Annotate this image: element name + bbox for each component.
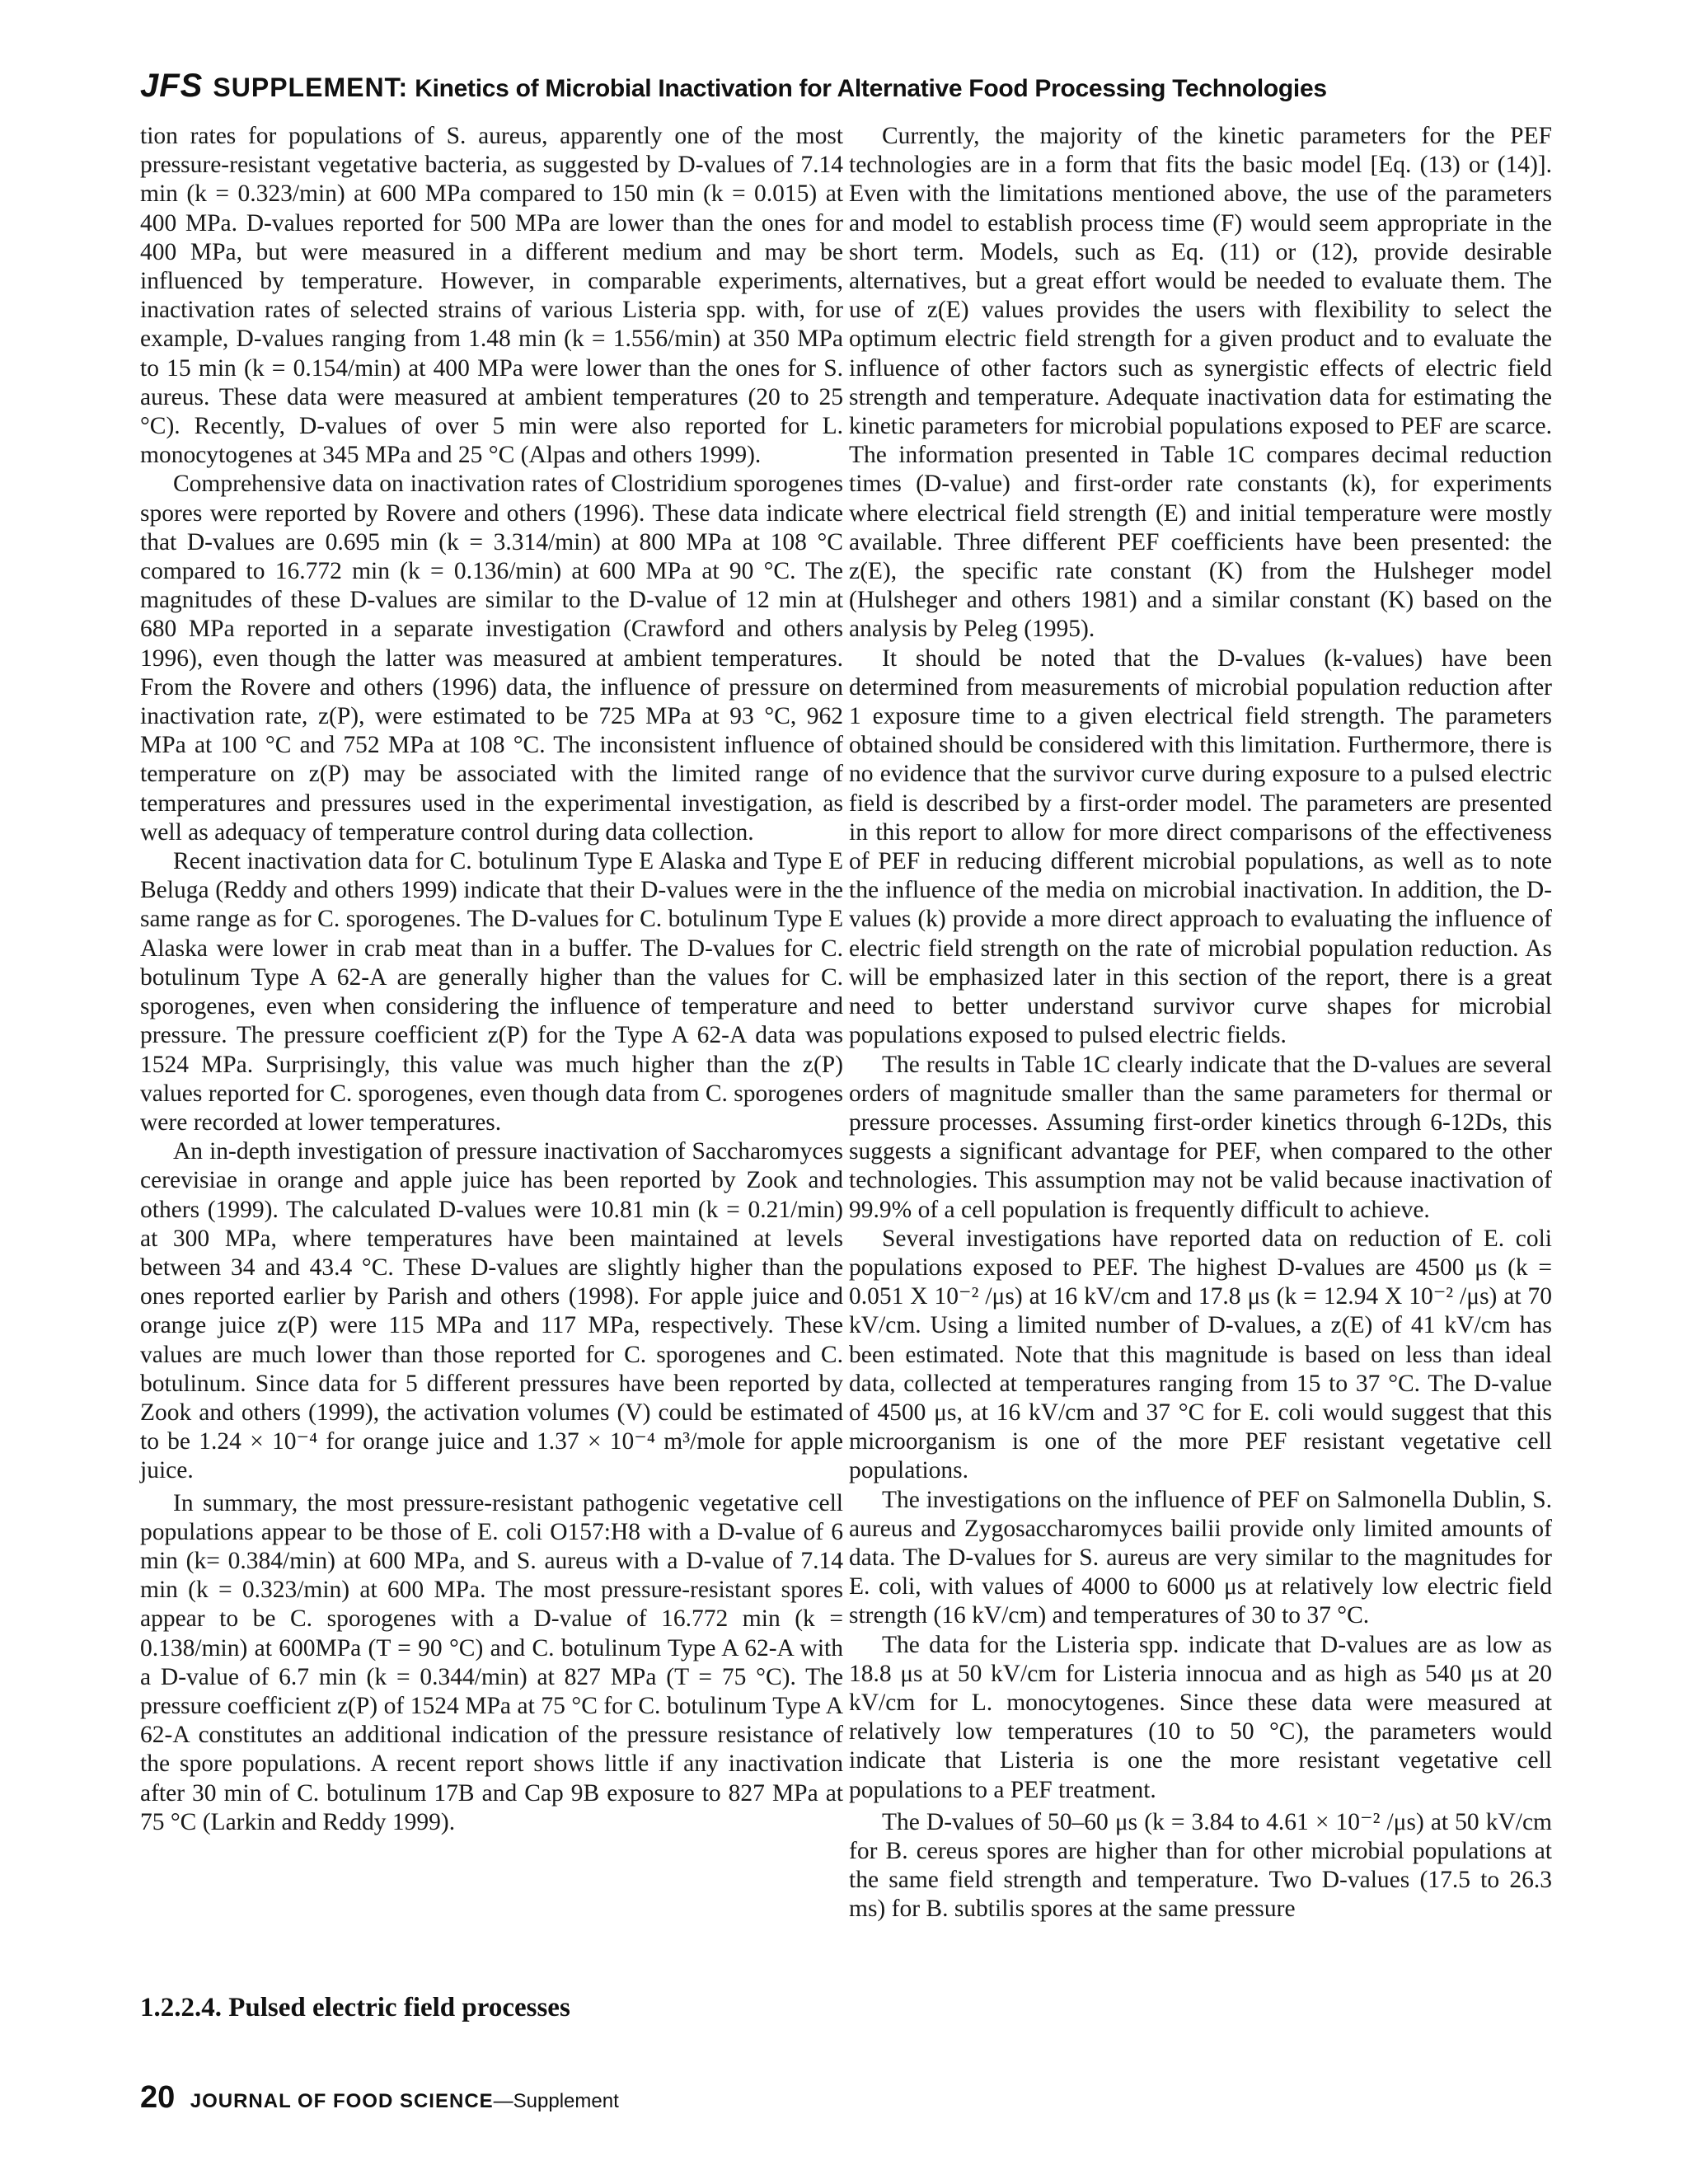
paragraph: Comprehensive data on inactivation rates of Clostridium sporogenes spores were reported by Rovere and others (1996). These data indicate that D-values are 0.695 min (k = 3.314/min) at 800 MPa at 108 °C compared to 16.772 min (k = 0.136/min) at 600 MPa at 90 °C. The magnitudes of these D-values are similar to the D-value of 12 min at 680 MPa reported in a separate investigation (Crawford and others 1996), even though the latter was measured at ambient temperatures. From the Rovere and others (1996) data, the influence of pressure on inactivation rate, z(P), were estimated to be 725 MPa at 93 °C, 962 MPa at 100 °C and 752 MPa at 108 °C. The inconsistent influence of temperature on z(P) may be associated with the limited range of temperatures and pressures used in the experimental investigation, as well as adequacy of temperature control during data collection. [140, 471, 843, 846]
left-column [140, 122, 843, 1837]
paragraph: The D-values of 50–60 μs (k = 3.84 to 4.61 × 10⁻² /μs) at 50 kV/cm for B. cereus spores are higher than for other microbial populations at the same field strength and temperature. Two D-values (17.5 to 26.3 ms) for B. subtilis spores at the same pressure [849, 1808, 1552, 1923]
paragraph: Several investigations have reported data on reduction of E. coli populations exposed to PEF. The highest D-values are 4500 μs (k = 0.051 X 10⁻² /μs) at 16 kV/cm and 17.8 μs (k = 12.94 X 10⁻² /μs) at 70 kV/cm. Using a limited number of D-values, a z(E) of 41 kV/cm has been estimated. Note that this magnitude is based on less than ideal data, collected at temperatures ranging from 15 to 37 °C. The D-value of 4500 μs, at 16 kV/cm and 37 °C for E. coli would suggest that this microorganism is one of the more PEF resistant vegetative cell populations. [849, 1225, 1552, 1484]
paragraph: The results in Table 1C clearly indicate that the D-values are several orders of magnitude smaller than the same parameters for thermal or pressure processes. Assuming first-order kinetics through 6-12Ds, this suggests a significant advantage for PEF, when compared to the other technologies. This assumption may not be valid because inactivation of 99.9% of a cell population is frequently difficult to achieve. [849, 1051, 1552, 1223]
page-footer [140, 2080, 619, 2113]
paragraph: Currently, the majority of the kinetic parameters for the PEF technologies are in a form that fits the basic model [Eq. (13) or (14)]. Even with the limitations mentioned above, the use of the parameters and model to establish process time (F) would seem appropriate in the short term. Models, such as Eq. (11) or (12), provide desirable alternatives, but a great effort would be needed to evaluate them. The use of z(E) values provides the users with flexibility to select the optimum electric field strength for a given product and to evaluate the influence of other factors such as synergistic effects of electric field strength and temperature. Adequate inactivation data for estimating the kinetic parameters for microbial populations exposed to PEF are scarce. The information presented in Table 1C compares decimal reduction times (D-value) and first-order rate constants (k), for experiments where electrical field strength (E) and initial temperature were mostly available. Three different PEF coefficients have been presented: the z(E), the specific rate constant (K) from the Hulsheger model (Hulsheger and others 1981) and a similar constant (K) based on the analysis by Peleg (1995). [849, 123, 1552, 643]
paragraph: The investigations on the influence of PEF on Salmonella Dublin, S. aureus and Zygosaccharomyces bailii provide only limited amounts of data. The D-values for S. aureus are very similar to the magnitudes for E. coli, with values of 4000 to 6000 μs at relatively low electric field strength (16 kV/cm) and temperatures of 30 to 37 °C. [849, 1486, 1552, 1629]
header-subtitle: Kinetics of Microbial Inactivation for Alternative Food Processing Technologies [415, 75, 1327, 102]
journal-suffix: —Supplement [493, 2090, 619, 2112]
running-header [140, 68, 1558, 104]
journal-name: JOURNAL OF FOOD SCIENCE [190, 2090, 494, 2112]
section-heading: 1.2.2.4. Pulsed electric field processes [140, 1993, 570, 2022]
page-number: 20 [140, 2080, 176, 2115]
paragraph: The data for the Listeria spp. indicate that D-values are as low as 18.8 μs at 50 kV/cm for Listeria innocua and as high as 540 μs at 20 kV/cm for L. monocytogenes. Since these data were measured at relatively low temperatures (10 to 50 °C), the parameters would indicate that Listeria is one the more resistant vegetative cell populations to a PEF treatment. [849, 1631, 1552, 1803]
paragraph: tion rates for populations of S. aureus, apparently one of the most pressure-resistant vegetative bacteria, as suggested by D-values of 7.14 min (k = 0.323/min) at 600 MPa compared to 150 min (k = 0.015) at 400 MPa. D-values reported for 500 MPa are lower than the ones for 400 MPa, but were measured in a different medium and may be influenced by temperature. However, in comparable experiments, inactivation rates of selected strains of various Listeria spp. with, for example, D-values ranging from 1.48 min (k = 1.556/min) at 350 MPa to 15 min (k = 0.154/min) at 400 MPa were lower than the ones for S. aureus. These data were measured at ambient temperatures (20 to 25 °C). Recently, D-values of over 5 min were also reported for L. monocytogenes at 345 MPa and 25 °C (Alpas and others 1999). [140, 123, 843, 469]
paragraph: It should be noted that the D-values (k-values) have been determined from measurements of microbial population reduction after 1 exposure time to a given electrical field strength. The parameters obtained should be considered with this limitation. Furthermore, there is no evidence that the survivor curve during exposure to a pulsed electric field is described by a first-order model. The parameters are presented in this report to allow for more direct comparisons of the effectiveness of PEF in reducing different microbial populations, as well as to note the influence of the media on microbial inactivation. In addition, the D-values (k) provide a more direct approach to evaluating the influence of electric field strength on the rate of microbial population reduction. As will be emphasized later in this section of the report, there is a great need to better understand survivor curve shapes for microbial populations exposed to pulsed electric fields. [849, 644, 1552, 1049]
paragraph: An in-depth investigation of pressure inactivation of Saccharomyces cerevisiae in orange and apple juice has been reported by Zook and others (1999). The calculated D-values were 10.81 min (k = 0.21/min) at 300 MPa, where temperatures have been maintained at levels between 34 and 43.4 °C. These D-values are slightly higher than the ones reported earlier by Parish and others (1998). For apple juice and orange juice z(P) were 115 MPa and 117 MPa, respectively. These values are much lower than those reported for C. sporogenes and C. botulinum. Since data for 5 different pressures have been reported by Zook and others (1999), the activation volumes (V) could be estimated to be 1.24 × 10⁻⁴ for orange juice and 1.37 × 10⁻⁴ m³/mole for apple juice. [140, 1138, 843, 1484]
paragraph: Recent inactivation data for C. botulinum Type E Alaska and Type E Beluga (Reddy and others 1999) indicate that their D-values were in the same range as for C. sporogenes. The D-values for C. botulinum Type E Alaska were lower in crab meat than in a buffer. The D-values for C. botulinum Type A 62-A are generally higher than the values for C. sporogenes, even when considering the influence of temperature and pressure. The pressure coefficient z(P) for the Type A 62-A data was 1524 MPa. Surprisingly, this value was much higher than the z(P) values reported for C. sporogenes, even though data from C. sporogenes were recorded at lower temperatures. [140, 848, 843, 1136]
supplement-label: SUPPLEMENT: [213, 73, 409, 102]
right-column [849, 122, 1552, 1924]
journal-brand: JFS [140, 68, 204, 104]
paragraph: In summary, the most pressure-resistant pathogenic vegetative cell populations appear to be those of E. coli O157:H8 with a D-value of 6 min (k= 0.384/min) at 600 MPa, and S. aureus with a D-value of 7.14 min (k = 0.323/min) at 600 MPa. The most pressure-resistant spores appear to be C. sporogenes with a D-value of 16.772 min (k = 0.138/min) at 600MPa (T = 90 °C) and C. botulinum Type A 62-A with a D-value of 6.7 min (k = 0.344/min) at 827 MPa (T = 75 °C). The pressure coefficient z(P) of 1524 MPa at 75 °C for C. botulinum Type A 62-A constitutes an additional indication of the pressure resistance of the spore populations. A recent report shows little if any inactivation after 30 min of C. botulinum 17B and Cap 9B exposure to 827 MPa at 75 °C (Larkin and Reddy 1999). [140, 1489, 843, 1835]
